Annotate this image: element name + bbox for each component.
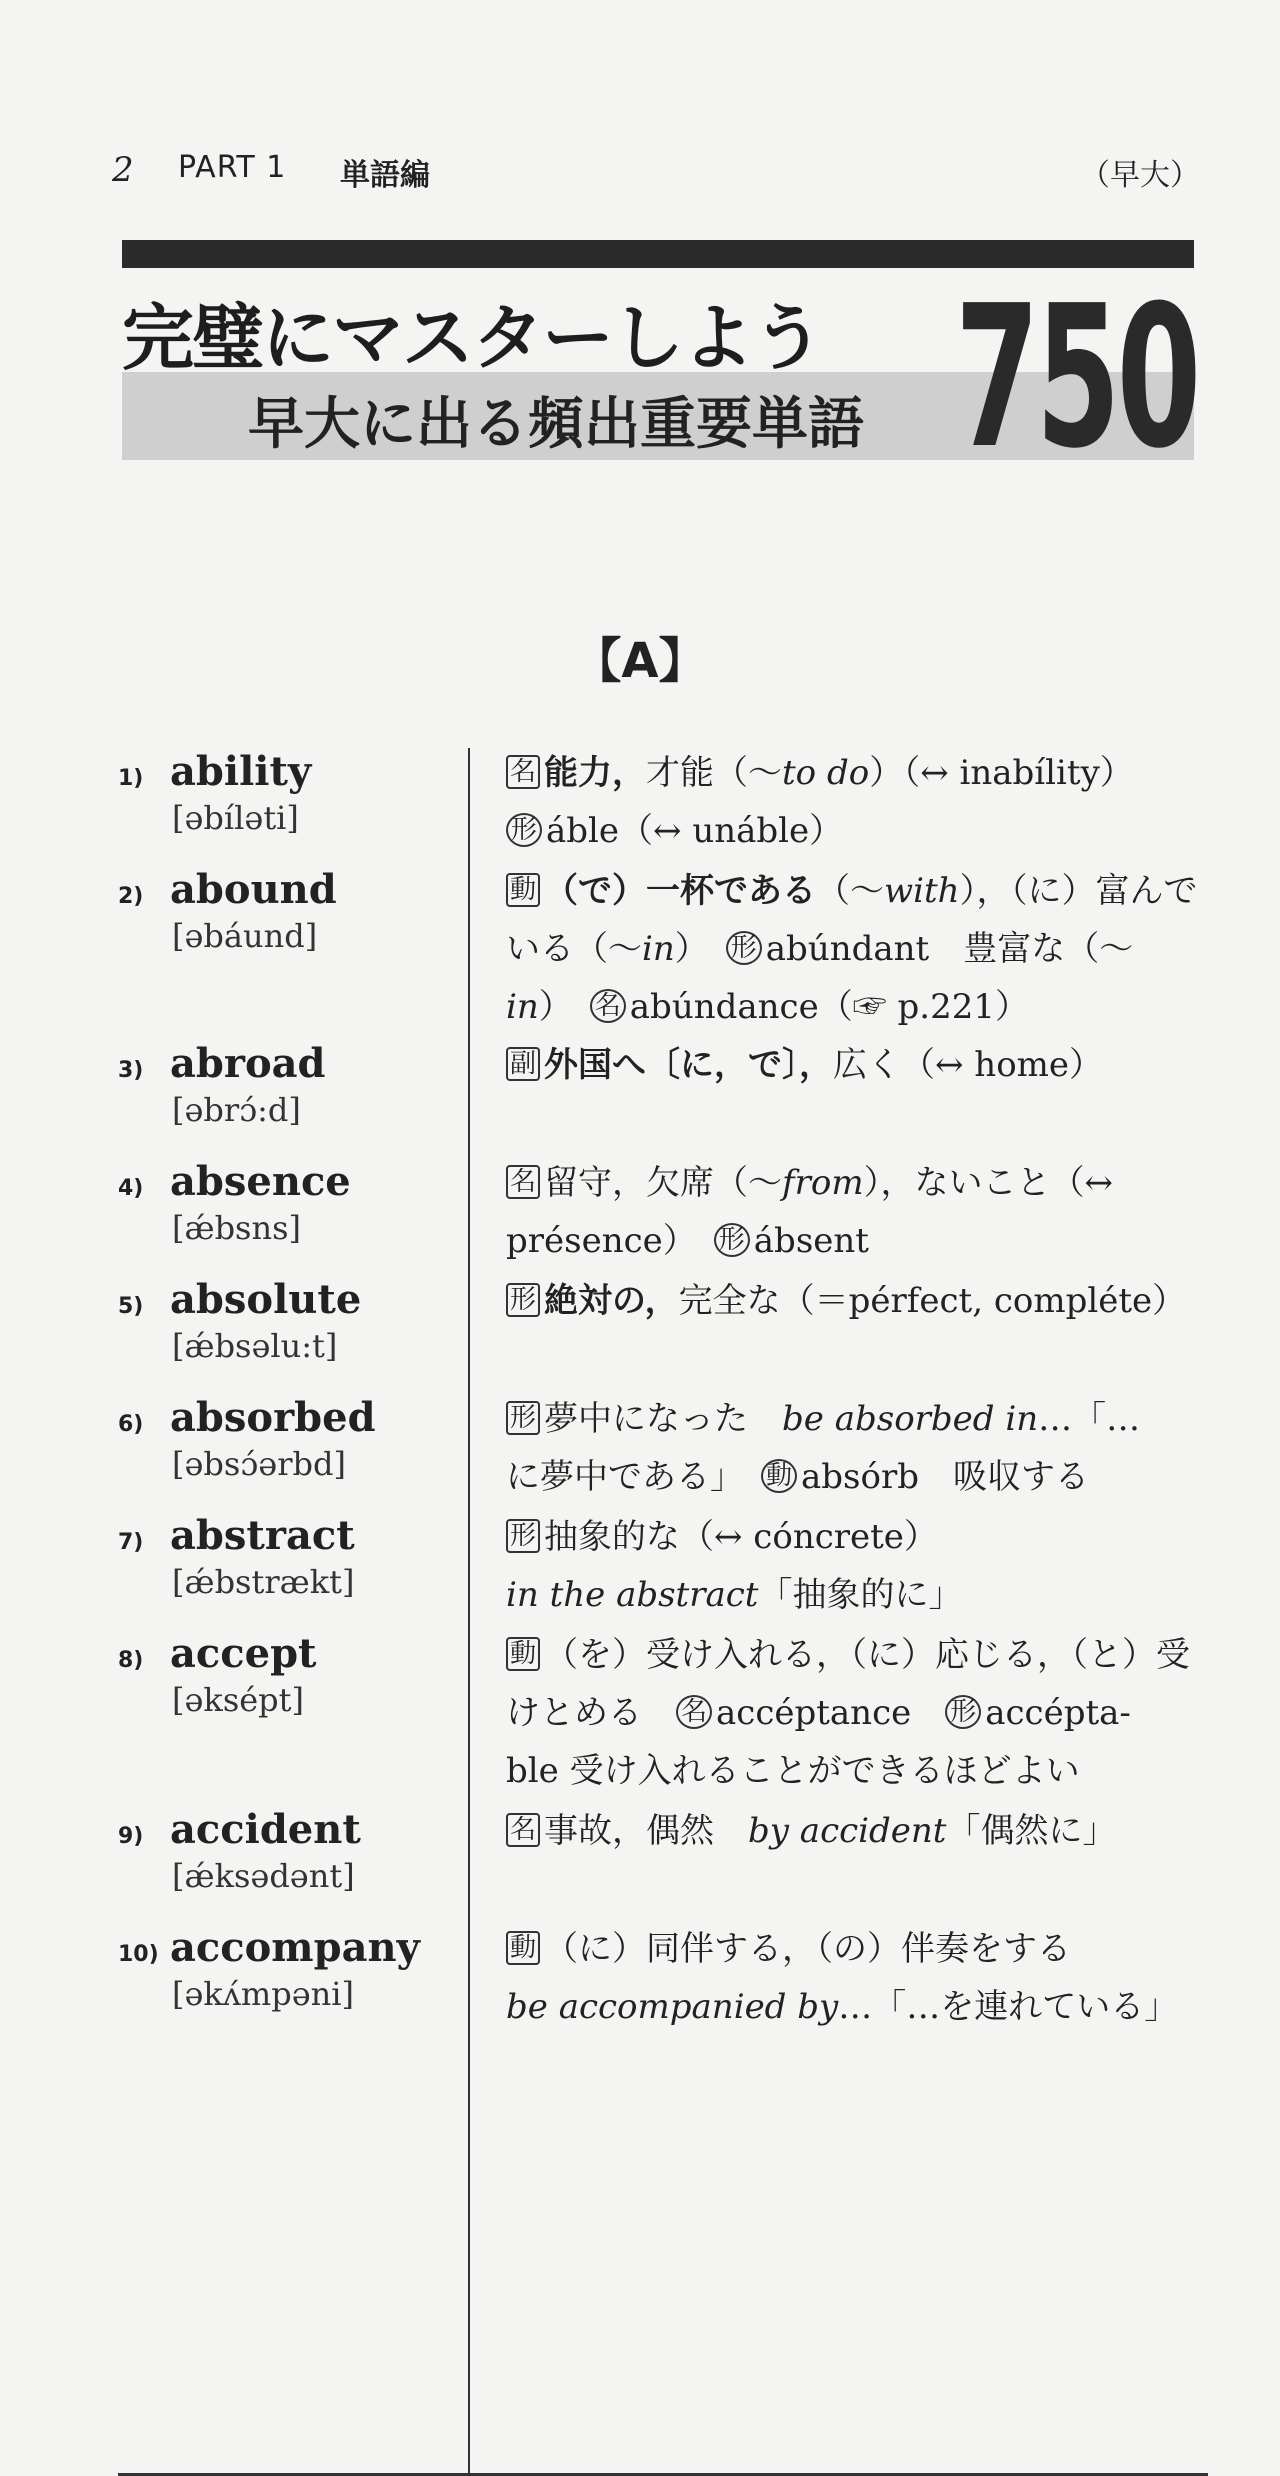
adjective-tag: 形 (506, 1401, 540, 1435)
adjective-tag: 形 (714, 1223, 750, 1257)
definition: 動 （を）受け入れる，（に）応じる，（と）受 けとめる 名 accéptance 形 accépta- ble 受け入れることができるほどよい (506, 1635, 1191, 1791)
running-head (112, 150, 1200, 196)
definition: 動 （で）一杯である（～with），（に）富んで いる（～in） 形 abúndant 豊富な（～ in） 名 abúndance（☞ p.221） (506, 871, 1198, 1027)
part-label: PART 1 (178, 150, 287, 185)
adjective-tag: 形 (506, 813, 542, 847)
verb-tag: 動 (506, 1637, 540, 1671)
pronunciation: [əbáund] (172, 917, 318, 955)
definition: 動 （に）同伴する，（の）伴奏をする be accompanied by…「…を連れている」 (506, 1929, 1179, 2027)
definition: 形 夢中になった be absorbed in…「… に夢中である」 動 absórb 吸収する (506, 1399, 1141, 1497)
word-count: 750 (955, 264, 1198, 492)
verb-tag: 動 (761, 1459, 797, 1493)
headword: abstract (170, 1512, 355, 1559)
headword: accident (170, 1806, 361, 1853)
pronunciation: [əkʌ́mpəni] (172, 1975, 354, 2013)
pronunciation: [ǽksədənt] (172, 1857, 355, 1895)
noun-tag: 名 (506, 1165, 540, 1199)
noun-tag: 名 (590, 989, 626, 1023)
entry-head: 7) abstract [ǽbstrækt] (118, 1512, 458, 1601)
verb-tag: 動 (506, 873, 540, 907)
headword: abound (170, 866, 337, 913)
definition: 形 絶対の，完全な（＝pérfect, compléte） (506, 1272, 1208, 1330)
entry-head: 3) abroad [əbrɔ́:d] (118, 1040, 458, 1129)
entry-head: 6) absorbed [əbsɔ́ərbd] (118, 1394, 458, 1483)
section-label: 単語編 (340, 158, 430, 193)
page-title: 完璧にマスターしよう (122, 295, 823, 380)
pronunciation: [ǽbsns] (172, 1209, 301, 1247)
entry-head: 10) accompany [əkʌ́mpəni] (118, 1924, 458, 2013)
verb-tag: 動 (506, 1931, 540, 1965)
pronunciation: [əksépt] (172, 1681, 304, 1719)
headword: abroad (170, 1040, 326, 1087)
vocab-table (118, 748, 1208, 2476)
entry-head: 8) accept [əksépt] (118, 1630, 458, 1719)
page-number: 2 (112, 150, 134, 190)
entry-head: 1) ability [əbíləti] (118, 748, 458, 837)
pronunciation: [əbsɔ́ərbd] (172, 1445, 346, 1483)
adjective-tag: 形 (506, 1283, 540, 1317)
definition: 名 能力，才能（～to do）（↔ inabílity） 形 áble（↔ unáble） (506, 744, 1208, 860)
pronunciation: [əbrɔ́:d] (172, 1091, 301, 1129)
headword: absorbed (170, 1394, 376, 1441)
entry-head: 9) accident [ǽksədənt] (118, 1806, 458, 1895)
headword: accompany (170, 1924, 420, 1971)
headword: accept (170, 1630, 317, 1677)
headword: ability (170, 748, 312, 795)
source-label: （早大） (1080, 158, 1200, 193)
adjective-tag: 形 (726, 931, 762, 965)
page-subtitle: 早大に出る頻出重要単語 (248, 392, 864, 457)
noun-tag: 名 (676, 1695, 712, 1729)
definition: 名 留守，欠席（～from），ないこと（↔ présence） 形 ábsent (506, 1163, 1114, 1261)
adjective-tag: 形 (506, 1519, 540, 1553)
noun-tag: 名 (506, 755, 540, 789)
noun-tag: 名 (506, 1813, 540, 1847)
entry-head: 2) abound [əbáund] (118, 866, 458, 955)
definition: 名 事故，偶然 by accident「偶然に」 (506, 1802, 1208, 1860)
adverb-tag: 副 (506, 1047, 540, 1081)
pronunciation: [əbíləti] (172, 799, 299, 837)
headword: absolute (170, 1276, 362, 1323)
headword: absence (170, 1158, 351, 1205)
pronunciation: [ǽbsəlu:t] (172, 1327, 338, 1365)
column-divider (468, 748, 470, 2473)
entry-head: 4) absence [ǽbsns] (118, 1158, 458, 1247)
section-heading: 【A】 (573, 633, 707, 689)
definition: 形 抽象的な（↔ cóncrete） in the abstract「抽象的に」 (506, 1517, 963, 1615)
definition: 副 外国へ〔に，で〕，広く（↔ home） (506, 1036, 1208, 1094)
pronunciation: [ǽbstrækt] (172, 1563, 355, 1601)
adjective-tag: 形 (945, 1695, 981, 1729)
entry-head: 5) absolute [ǽbsəlu:t] (118, 1276, 458, 1365)
